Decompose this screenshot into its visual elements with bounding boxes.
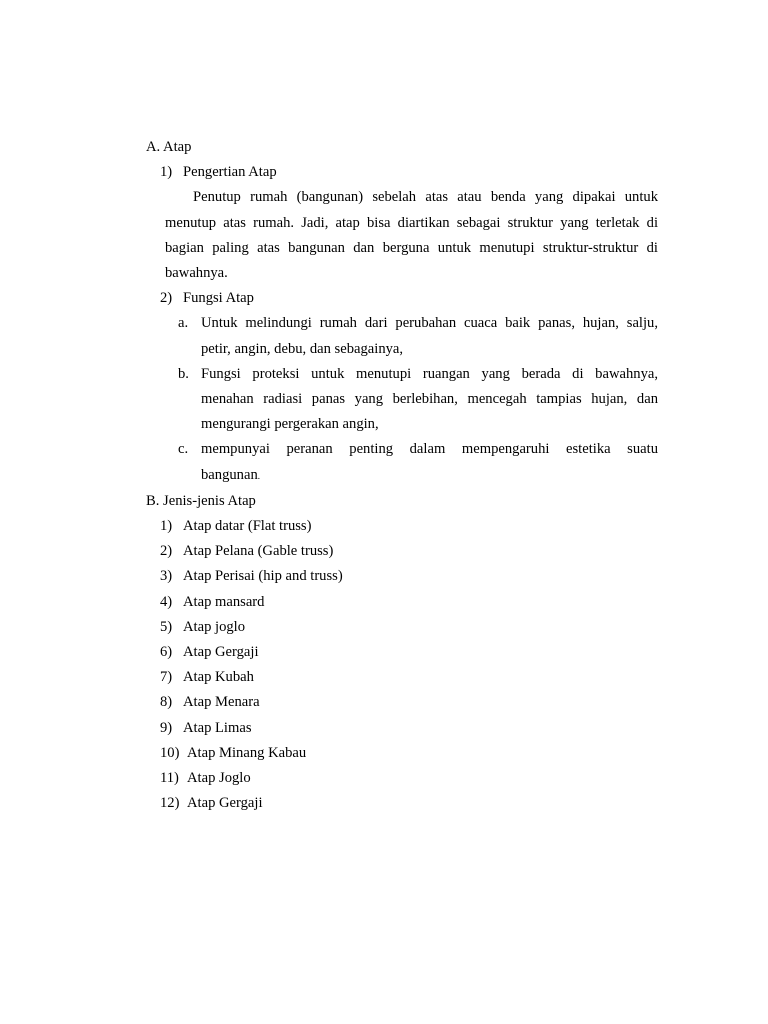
roof-type-item xyxy=(146,716,658,741)
section-a-heading: A. Atap xyxy=(146,139,192,155)
section-b-heading: B. Jenis-jenis Atap xyxy=(146,492,256,509)
function-item-c xyxy=(146,437,658,488)
list-number: 2) xyxy=(160,543,173,560)
roof-type-label: Atap Gergaji xyxy=(183,644,259,661)
roof-type-label: Atap mansard xyxy=(183,593,265,610)
trailing-period: . xyxy=(257,470,260,481)
list-number: 4) xyxy=(160,593,173,610)
function-item-b xyxy=(146,362,658,438)
list-number: 6) xyxy=(160,644,173,661)
item-line-text: bangunan xyxy=(201,466,258,483)
roof-type-item xyxy=(146,615,658,640)
paragraph-line: menutup atas rumah. Jadi, atap bisa diartikan sebagai struktur yang terletak di xyxy=(165,214,658,231)
roof-type-label: Atap Perisai (hip and truss) xyxy=(183,568,343,585)
list-number: 10) xyxy=(160,744,180,761)
roof-type-label: Atap joglo xyxy=(183,618,246,635)
roof-type-item xyxy=(146,640,658,665)
roof-type-label: Atap Gergaji xyxy=(187,795,263,812)
list-number: 9) xyxy=(160,719,173,736)
item-line: petir, angin, debu, dan sebagainya, xyxy=(201,340,404,357)
roof-type-item xyxy=(146,564,658,589)
roof-type-item xyxy=(146,665,658,690)
list-number: 1) xyxy=(160,164,173,181)
roof-type-item xyxy=(146,690,658,715)
roof-type-label: Atap Pelana (Gable truss) xyxy=(183,543,334,560)
list-number: 12) xyxy=(160,795,180,812)
roof-type-item xyxy=(146,766,658,791)
subheading-title: Fungsi Atap xyxy=(183,290,254,307)
roof-type-item xyxy=(146,741,658,766)
roof-type-label: Atap Menara xyxy=(183,694,260,711)
list-number: 7) xyxy=(160,669,173,686)
list-number: 5) xyxy=(160,618,173,635)
subheading-title: Pengertian Atap xyxy=(183,164,277,181)
list-letter: b. xyxy=(178,365,189,382)
item-line: mempunyai peranan penting dalam mempengaruhi estetika suatu xyxy=(201,441,658,458)
list-number: 3) xyxy=(160,568,173,585)
paragraph-line: bagian paling atas bangunan dan berguna untuk menutupi struktur-struktur di xyxy=(165,239,658,256)
roof-types-list xyxy=(146,514,658,816)
definition-paragraph xyxy=(165,185,658,286)
item-line: Untuk melindungi rumah dari perubahan cuaca baik panas, hujan, salju, xyxy=(201,315,658,332)
list-letter: a. xyxy=(178,315,189,332)
item-line: menahan radiasi panas yang berlebihan, mencegah tampias hujan, dan xyxy=(201,391,658,408)
document-content xyxy=(146,135,658,816)
roof-type-item xyxy=(146,514,658,539)
list-letter: c. xyxy=(178,441,189,458)
item-line: mengurangi pergerakan angin, xyxy=(201,416,379,433)
roof-type-item xyxy=(146,590,658,615)
paragraph-line: Penutup rumah (bangunan) sebelah atas atau benda yang dipakai untuk xyxy=(193,189,658,206)
roof-type-label: Atap Kubah xyxy=(183,669,254,686)
section-a-subheading-1 xyxy=(146,160,658,185)
roof-type-label: Atap Joglo xyxy=(187,770,251,787)
list-number: 1) xyxy=(160,518,173,535)
roof-type-item xyxy=(146,539,658,564)
list-number: 8) xyxy=(160,694,173,711)
roof-type-label: Atap Minang Kabau xyxy=(187,744,307,761)
section-a-subheading-2 xyxy=(146,286,658,311)
list-number: 2) xyxy=(160,290,173,307)
function-item-a xyxy=(146,311,658,361)
paragraph-line: bawahnya. xyxy=(165,265,228,282)
roof-type-label: Atap datar (Flat truss) xyxy=(183,518,312,535)
item-line: Fungsi proteksi untuk menutupi ruangan yang berada di bawahnya, xyxy=(201,365,658,382)
list-number: 11) xyxy=(160,770,179,787)
roof-type-item xyxy=(146,791,658,816)
roof-type-label: Atap Limas xyxy=(183,719,252,736)
item-line-last xyxy=(201,463,658,489)
